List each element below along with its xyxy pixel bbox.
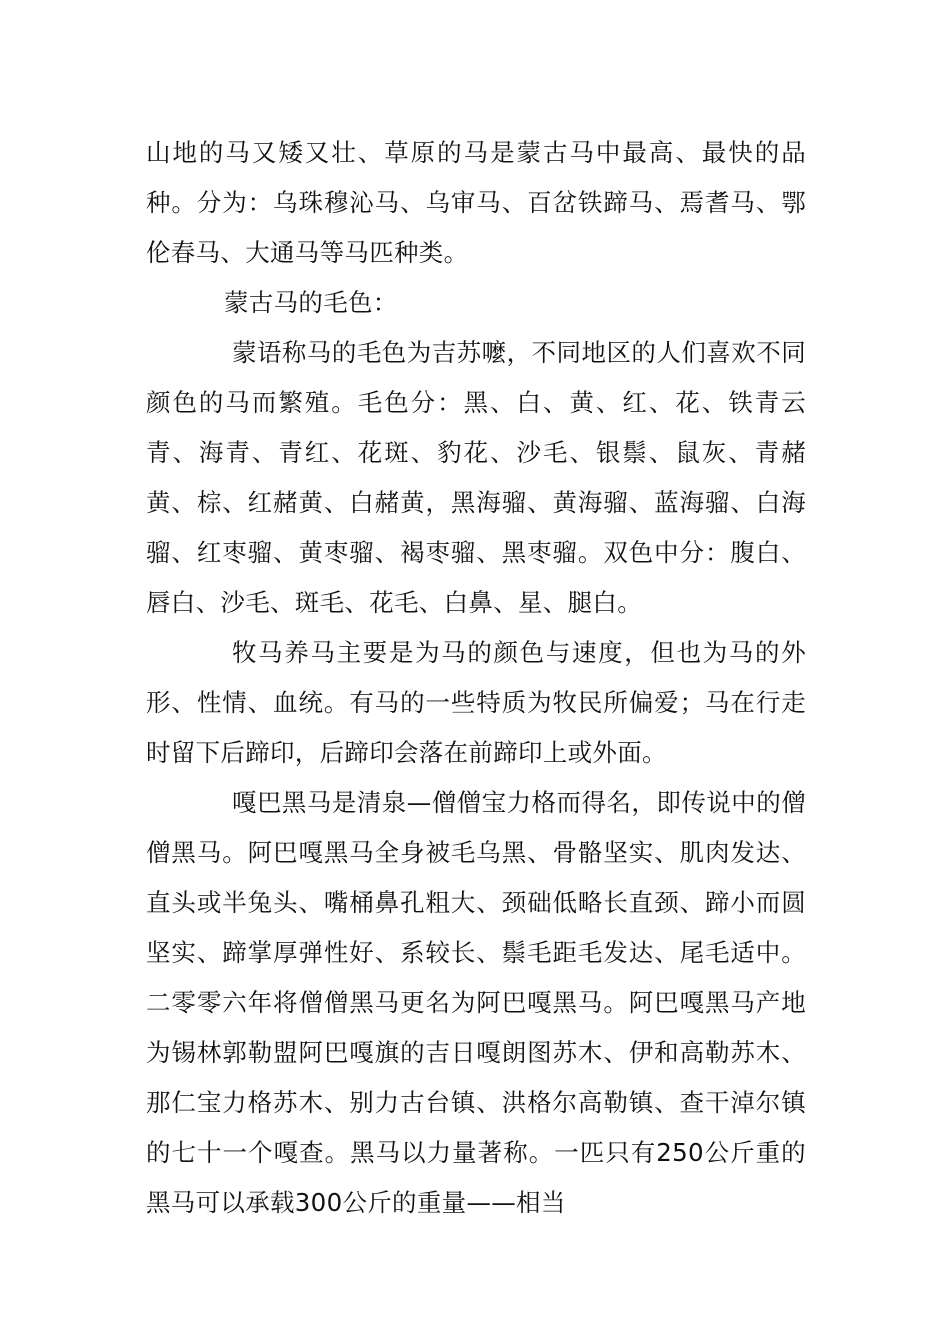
paragraph-horse-breeds: 山地的马又矮又壮、草原的马是蒙古马中最高、最快的品种。分为：乌珠穆沁马、乌审马、百岔铁蹄马、焉耆马、鄂伦春马、大通马等马匹种类。	[146, 138, 806, 267]
paragraph-abaga-black-horse: 嘎巴黑马是清泉—僧僧宝力格而得名，即传说中的僧僧黑马。阿巴嘎黑马全身被毛乌黑、骨骼坚实、肌肉发达、直头或半兔头、嘴桶鼻孔粗大、颈础低略长直颈、蹄小而圆坚实、蹄掌厚弹性好、系较长、鬃毛距毛发达、尾毛适中。二零零六年将僧僧黑马更名为阿巴嘎黑马。阿巴嘎黑马产地为锡林郭勒盟阿巴嘎旗的吉日嘎朗图苏木、伊和高勒苏木、那仁宝力格苏木、别力古台镇、洪格尔高勒镇、查干淖尔镇的七十一个嘎查。黑马以力量著称。一匹只有250公斤重的黑马可以承载300公斤的重量——相当	[146, 788, 806, 1217]
paragraph-breeding: 牧马养马主要是为马的颜色与速度，但也为马的外形、性情、血统。有马的一些特质为牧民所偏爱；马在行走时留下后蹄印，后蹄印会落在前蹄印上或外面。	[146, 638, 806, 767]
paragraph-coat-colors: 蒙语称马的毛色为吉苏嚒，不同地区的人们喜欢不同颜色的马而繁殖。毛色分：黑、白、黄、红、花、铁青云青、海青、青红、花斑、豹花、沙毛、银鬃、鼠灰、青赭黄、棕、红赭黄、白赭黄，黑海骝、黄海骝、蓝海骝、白海骝、红枣骝、黄枣骝、褐枣骝、黑枣骝。双色中分：腹白、唇白、沙毛、斑毛、花毛、白鼻、星、腿白。	[146, 338, 806, 617]
document-body	[146, 128, 806, 1228]
heading-coat-colors: 蒙古马的毛色：	[224, 288, 398, 317]
